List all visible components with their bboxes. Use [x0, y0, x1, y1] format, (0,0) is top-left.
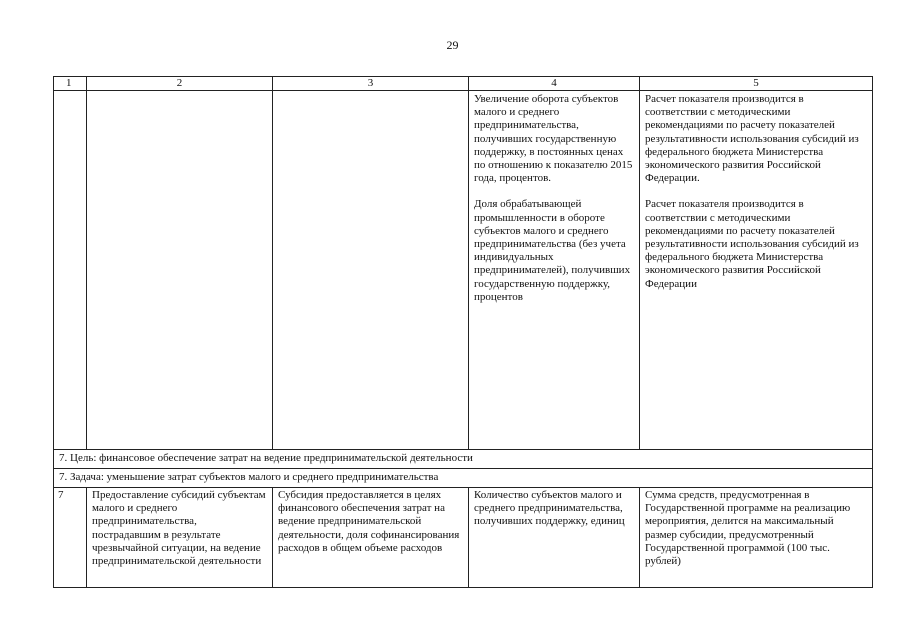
- task-row: [54, 469, 873, 488]
- goal-row: [54, 450, 873, 469]
- cell-number: 7: [54, 488, 87, 588]
- cell-number: [54, 91, 87, 450]
- table-row: [54, 91, 873, 450]
- header-col-1: 1: [54, 77, 87, 91]
- cell-calculation: [640, 91, 873, 450]
- calculation-text: Расчет показателя производится в соответствии с методическими рекомендациями по расчету показателей результативности использования субсидий из федерального бюджета Министерства экономического развития Российской Федерации.: [645, 93, 859, 185]
- cell-measure: Предоставление субсидий субъектам малого и среднего предпринимательства, пострадавшим в результате чрезвычайной ситуации, на ведение предпринимательской деятельности: [87, 488, 273, 588]
- header-col-4: 4: [469, 77, 640, 91]
- measures-table: [53, 76, 873, 588]
- header-col-5: 5: [640, 77, 873, 91]
- calculation-text: Расчет показателя производится в соответствии с методическими рекомендациями по расчету показателей результативности использования субсидий из федерального бюджета Министерства экономического развития Российской Федерации: [645, 198, 859, 290]
- indicator-text: Доля обрабатывающей промышленности в обороте субъектов малого и среднего предпринимательства (без учета индивидуальных предпринимателей), получивших государственную поддержку, процентов: [474, 198, 631, 303]
- header-col-3: 3: [273, 77, 469, 91]
- header-col-2: 2: [87, 77, 273, 91]
- page-number: 29: [446, 38, 459, 52]
- indicator-text: Увеличение оборота субъектов малого и среднего предпринимательства, получивших государственную поддержку, в постоянных ценах по отношению к показателю 2015 года, процентов.: [474, 93, 633, 185]
- cell-indicator: Количество субъектов малого и среднего предпринимательства, получивших поддержку, единиц: [469, 488, 640, 588]
- task-text: 7. Задача: уменьшение затрат субъектов малого и среднего предпринимательства: [54, 469, 873, 488]
- cell-indicator: [469, 91, 640, 450]
- table-row: [54, 488, 873, 588]
- table-header-row: [54, 77, 873, 91]
- cell-description: Субсидия предоставляется в целях финансового обеспечения затрат на ведение предпринимательской деятельности, доля софинансирования расходов в общем объеме расходов: [273, 488, 469, 588]
- cell-description: [273, 91, 469, 450]
- goal-text: 7. Цель: финансовое обеспечение затрат на ведение предпринимательской деятельности: [54, 450, 873, 469]
- cell-measure: [87, 91, 273, 450]
- cell-calculation: Сумма средств, предусмотренная в Государственной программе на реализацию мероприятия, делится на максимальный размер субсидии, предусмотренный Государственной программой (100 тыс. рублей): [640, 488, 873, 588]
